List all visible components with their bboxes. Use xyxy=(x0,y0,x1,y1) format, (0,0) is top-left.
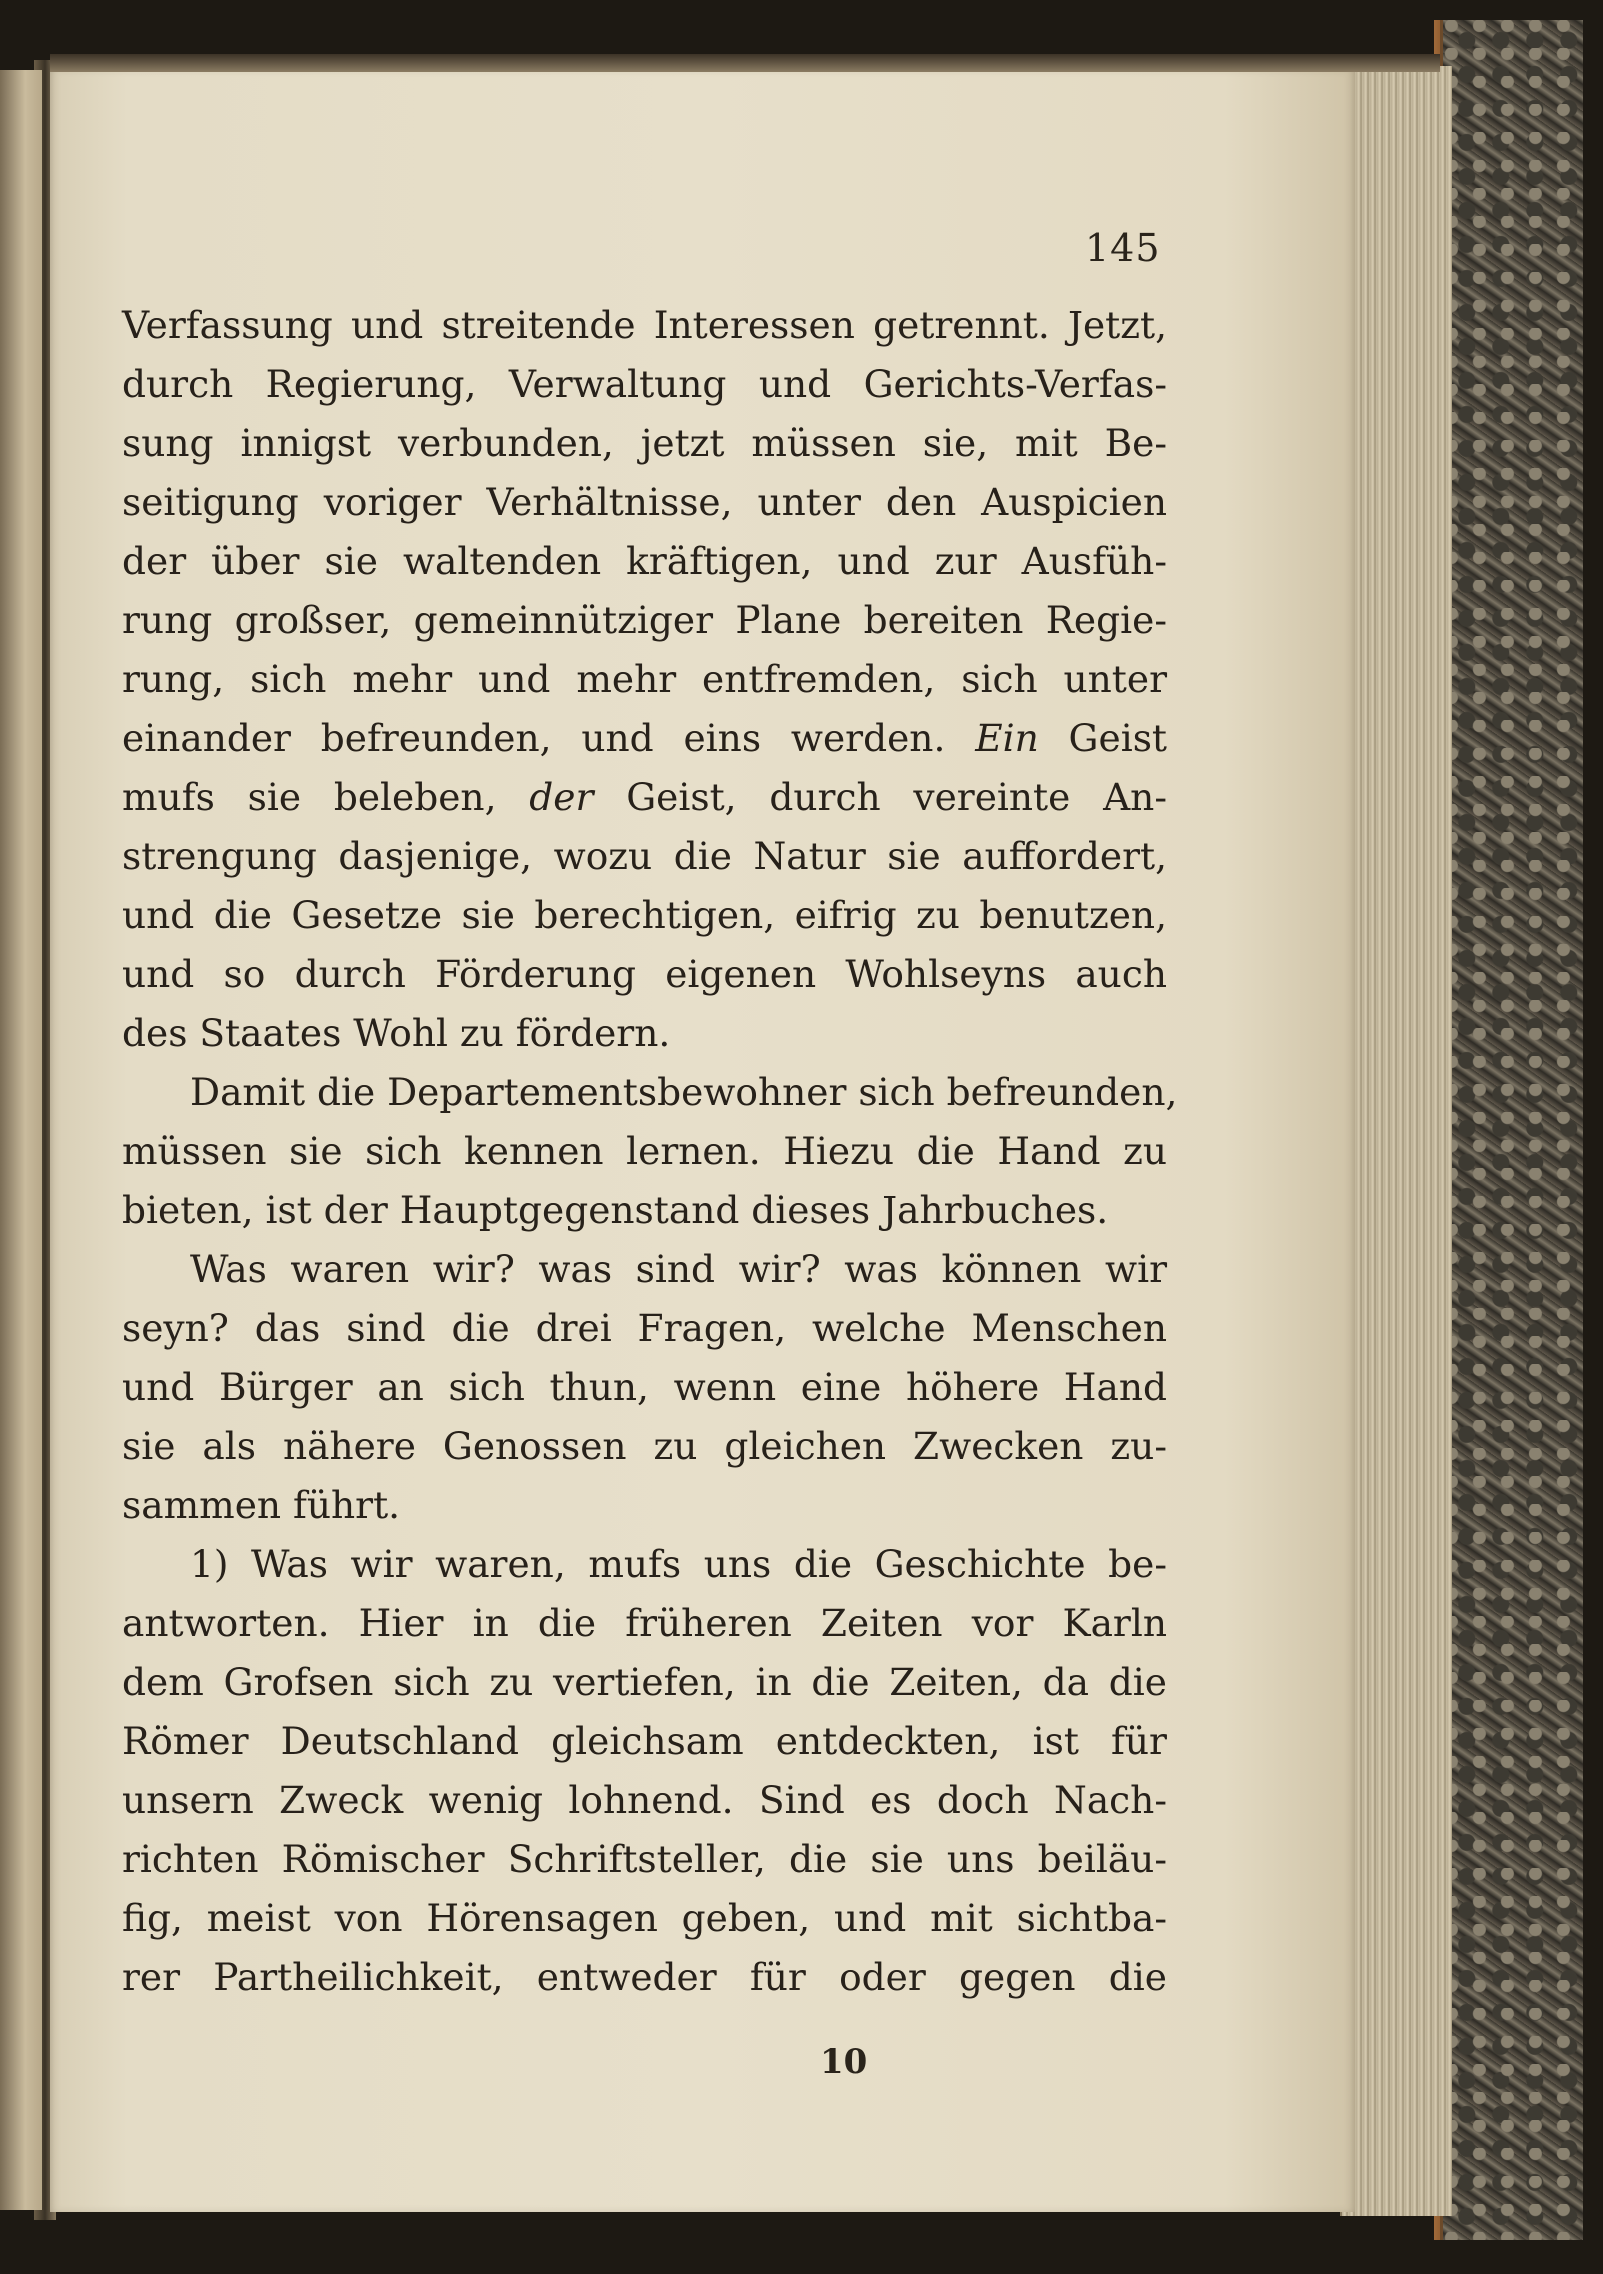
text-line: sammen führt. xyxy=(122,1483,401,1527)
emphasis: Ein xyxy=(975,716,1039,760)
text-span: Geist xyxy=(1038,716,1168,760)
page-top-shadow xyxy=(50,54,1440,72)
text-line: rer Partheilichkeit, entweder für oder gegen die xyxy=(122,1955,1167,1999)
text-line xyxy=(122,768,1167,827)
text-line: unsern Zweck wenig lohnend. Sind es doch Nach- xyxy=(122,1778,1167,1822)
page-number: 145 xyxy=(1085,226,1161,270)
emphasis: der xyxy=(529,775,594,819)
text-line: sung innigst verbunden, jetzt müssen sie, mit Be- xyxy=(122,421,1167,465)
text-span: Geist, durch vereinte An- xyxy=(593,775,1167,819)
text-line: richten Römischer Schriftsteller, die sie uns beiläu- xyxy=(122,1837,1167,1881)
text-line: fig, meist von Hörensagen geben, und mit sichtba- xyxy=(122,1896,1167,1940)
text-line: Verfassung und streitende Interessen getrennt. Jetzt, xyxy=(122,303,1167,347)
text-line: seyn? das sind die drei Fragen, welche Menschen xyxy=(122,1306,1167,1350)
text-line: rung großser, gemeinnütziger Plane bereiten Regie- xyxy=(122,598,1167,642)
text-line: Damit die Departementsbewohner sich befreunden, xyxy=(190,1070,1178,1114)
text-span: einander befreunden, und eins werden. xyxy=(122,716,946,760)
text-line: und die Gesetze sie berechtigen, eifrig zu benutzen, xyxy=(122,893,1167,937)
marbled-cover-board xyxy=(1440,20,1583,2240)
text-line: und so durch Förderung eigenen Wohlseyns auch xyxy=(122,952,1167,996)
text-line: Römer Deutschland gleichsam entdeckten, ist für xyxy=(122,1719,1167,1763)
text-line: 1) Was wir waren, mufs uns die Geschichte be- xyxy=(190,1542,1167,1586)
text-line: dem Grofsen sich zu vertiefen, in die Zeiten, da die xyxy=(122,1660,1167,1704)
signature-mark: 10 xyxy=(820,2042,868,2082)
text-line: strengung dasjenige, wozu die Natur sie auffordert, xyxy=(122,834,1167,878)
text-line: des Staates Wohl zu fördern. xyxy=(122,1011,671,1055)
text-line: durch Regierung, Verwaltung und Gerichts-Verfas- xyxy=(122,362,1167,406)
previous-page-edge xyxy=(0,70,42,2210)
text-line: sie als nähere Genossen zu gleichen Zwecken zu- xyxy=(122,1424,1167,1468)
body-text xyxy=(122,296,1178,2007)
text-line: der über sie waltenden kräftigen, und zur Ausfüh- xyxy=(122,539,1167,583)
text-line: seitigung voriger Verhältnisse, unter den Auspicien xyxy=(122,480,1167,524)
text-line xyxy=(122,709,1167,768)
text-line: müssen sie sich kennen lernen. Hiezu die Hand zu xyxy=(122,1129,1167,1173)
text-line: Was waren wir? was sind wir? was können wir xyxy=(190,1247,1167,1291)
text-line: und Bürger an sich thun, wenn eine höhere Hand xyxy=(122,1365,1167,1409)
text-line: antworten. Hier in die früheren Zeiten vor Karln xyxy=(122,1601,1167,1645)
text-line: rung, sich mehr und mehr entfremden, sich unter xyxy=(122,657,1167,701)
text-line: bieten, ist der Hauptgegenstand dieses Jahrbuches. xyxy=(122,1188,1109,1232)
page-edges xyxy=(1340,66,1452,2216)
text-span: mufs sie beleben, xyxy=(122,775,530,819)
